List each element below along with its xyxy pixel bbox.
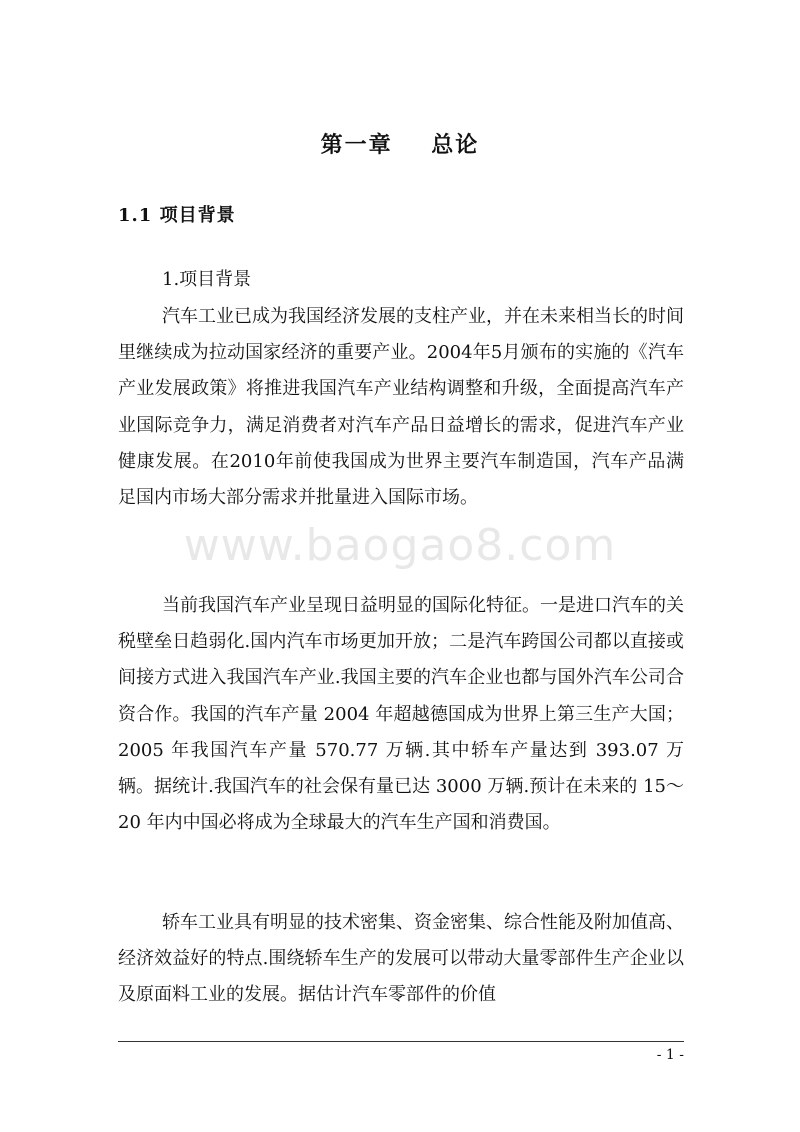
body-paragraph-2: 当前我国汽车产业呈现日益明显的国际化特征。一是进口汽车的关税壁垒日趋弱化.国内汽车市场更加开放；二是汽车跨国公司都以直接或间接方式进入我国汽车产业.我国主要的汽车企业也都与国外汽车公司合资合作。我国的汽车产量 2004 年超越德国成为世界上第三生产大国；2005 年我国汽车产量 570.77 万辆.其中轿车产量达到 393.07 万辆。据统计.我国汽车的社会保有量已达 3000 万辆.预计在未来的 15～20 年内中国必将成为全球最大的汽车生产国和消费国。 bbox=[118, 595, 684, 834]
body-paragraph-3: 轿车工业具有明显的技术密集、资金密集、综合性能及附加值高、经济效益好的特点.围绕轿车生产的发展可以带动大量零部件生产企业以及原面料工业的发展。据估计汽车零部件的价值 bbox=[118, 912, 684, 1006]
subsection-title: 1.项目背景 bbox=[162, 269, 252, 290]
chapter-title: 第一章 总论 bbox=[320, 132, 480, 158]
body-paragraph-1: 汽车工业已成为我国经济发展的支柱产业，并在未来相当长的时间里继续成为拉动国家经济的重要产业。2004年5月颁布的实施的《汽车产业发展政策》将推进我国汽车产业结构调整和升级，全面提高汽车产业国际竞争力，满足消费者对汽车产品日益增长的需求，促进汽车产业健康发展。在2010年前使我国成为世界主要汽车制造国，汽车产品满足国内市场大部分需求并批量进入国际市场。 bbox=[118, 306, 684, 509]
footer-divider bbox=[118, 1041, 684, 1042]
watermark: www.baogao8.com bbox=[183, 520, 617, 571]
section-title: 1.1 项目背景 bbox=[118, 205, 236, 226]
page-number: - 1 - bbox=[656, 1047, 684, 1063]
